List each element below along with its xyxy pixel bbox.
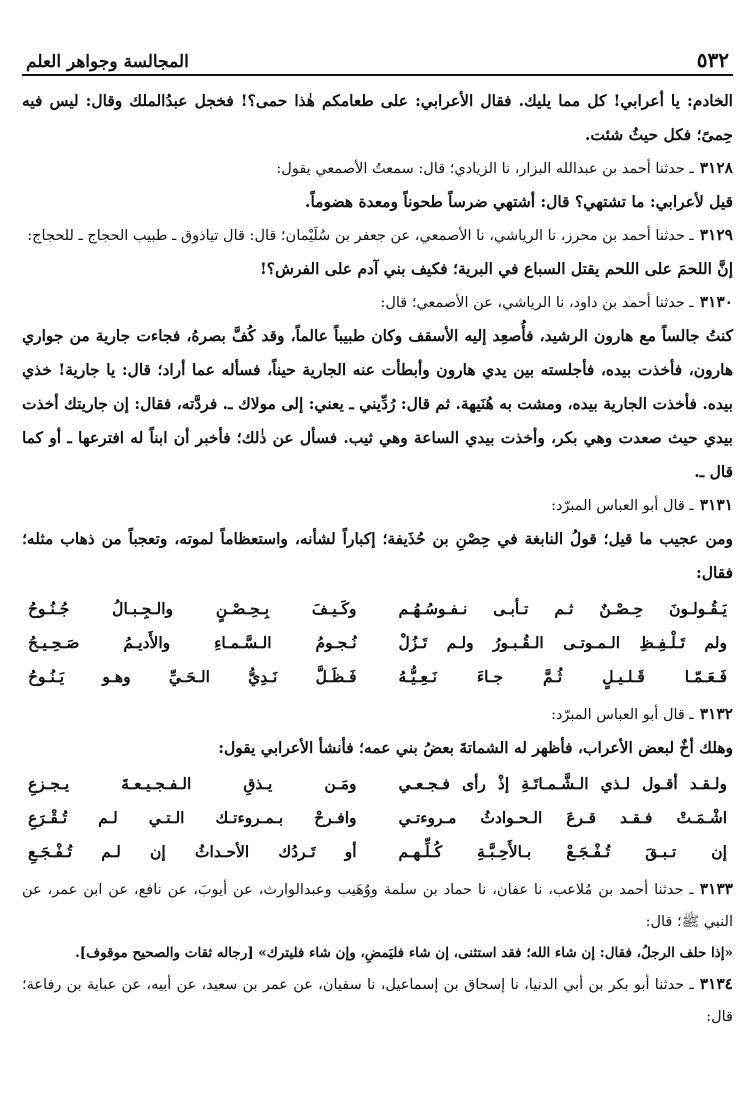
hadith-text (22, 938, 733, 968)
page-body (22, 76, 733, 1033)
report-text (22, 522, 733, 590)
report-text (22, 185, 733, 219)
verse-first-hemistich: إن تـبـقَ تُـفْـجَـعْ بـالأَحِـبَّـةِ كُـلِّـهـم (398, 842, 727, 861)
paragraph-text: ـ حدثنا أبو بكر بن أبي الدنيا، نا إسحاق بن إسماعيل، نا سفيان، عن عمر بن سعيد، عن أبيه، عن عباية بن رفاعة؛ قال: (22, 977, 733, 1025)
paragraph-text: ـ حدثنا أحمد بن محرز، نا الرياشي، نا الأصمعي، عن جعفر بن سُلَيْمان؛ قال: قال تياذوق ـ طبيب الحجاج ـ للحجاج: (27, 228, 694, 244)
report-text (22, 84, 733, 152)
verse-line (22, 835, 733, 869)
hadith-number: ٣١٣٣ (699, 879, 733, 898)
verse-second-hemistich: وكَـيـفَ بِـحِـصْـنٍ والـجِـبـالُ جُـنُـوحُ (28, 599, 357, 618)
paragraph-text: ـ حدثنا أحمد بن عبدالله البزار، نا الزيادي؛ قال: سمعتُ الأصمعي يقول: (276, 161, 694, 177)
verse-first-hemistich: اشْـمَـتْ فـقـد قـرعَ الـحـوادثُ مـروءتـي (398, 808, 727, 827)
verse-first-hemistich: ولـقـد أقـول لـذي الـشَّـمـاتَـةِ إذْ رأى فـجـعـي (398, 774, 727, 793)
hadith-number: ٣١٢٩ (699, 225, 733, 244)
verse-line (22, 801, 733, 835)
hadith-number: ٣١٣٤ (699, 974, 733, 993)
isnad-paragraph (22, 219, 733, 252)
paragraph-text: إنَّ اللحمَ على اللحم يقتل السباع في البرية؛ فكيف بني آدم على الفرش؟! (260, 259, 733, 278)
verse-line (22, 626, 733, 660)
verse-second-hemistich: فَـظَـلَّ نَـدِيُّ الـحَـيِّ وهـو يَـنُـوحُ (28, 667, 357, 686)
verse-line (22, 767, 733, 801)
isnad-paragraph (22, 286, 733, 319)
isnad-paragraph (22, 873, 733, 938)
poem-verses (22, 767, 733, 869)
verse-second-hemistich: ومَـن يـذقِ الـفـجـيـعـةَ يـجـزعِ (28, 774, 357, 793)
page-header (22, 38, 733, 76)
paragraph-text: قيل لأعرابي: ما تشتهي؟ قال: أشتهي ضرساً طحوناً ومعدة هضوماً. (305, 192, 733, 211)
paragraph-text: ـ حدثنا أحمد بن مُلاعب، نا عفان، نا حماد بن سلمة ووُهَيب وعبدالوارث، عن أيوبَ، عن نافع، عن ابن عمر، عن النبي ﷺ؛ قال: (22, 882, 733, 930)
paragraph-text: ومن عجيب ما قيل؛ قولُ النابغة في حِصْنِ بن حُذَيفة؛ إكباراً لشأنه، واستعظاماً لموته، وتعجباً من ذهاب مثله؛ فقال: (22, 529, 733, 582)
page-number: ٥٣٢ (696, 48, 729, 72)
verse-first-hemistich: يَـقُـولـونَ حِـصْـنٌ ثـم تـأبـى نـفـوسُـهُـم (398, 599, 727, 618)
paragraph-text: الخادم: يا أعرابي! كل مما يليك. فقال الأعرابي: على طعامكم هٰذا حمى؟! فخجل عبدُالملك وقال: ليس فيه حِمىً؛ فكل حيثُ شئت. (22, 91, 733, 144)
hadith-number: ٣١٢٨ (699, 158, 733, 177)
paragraph-text: «إذا حلف الرجلُ، فقال: إن شاء الله؛ فقد استثنى، إن شاء فليَمضِ، وإن شاء فليترك» [رجاله ثقات والصحيح موقوف]. (75, 945, 733, 961)
paragraph-text: ـ قال أبو العباس المبرّد: (551, 707, 694, 723)
verse-line (22, 592, 733, 626)
isnad-paragraph (22, 968, 733, 1033)
paragraph-text: ـ قال أبو العباس المبرّد: (551, 498, 694, 514)
report-text (22, 731, 733, 765)
isnad-paragraph (22, 489, 733, 522)
hadith-number: ٣١٣٠ (699, 292, 733, 311)
isnad-paragraph (22, 152, 733, 185)
paragraph-text: كنتُ جالساً مع هارون الرشيد، فأُصعِد إليه الأسقف وكان طبيباً عالماً، وقد كُفَّ بصرهُ، فجاءت جارية من جواري هارون، فأخذت بيده، فأجلسته بين يدي هارون وأبطأت عنه الجارية حيناً، فسأله عما أراد؛ قال: يا جارية! خذي بيده. فأخذت الجارية بيده، ومشت به هُنَيهة. ثم قال: رُدِّيني ـ يعني: إلى مولاك ـ. فردَّته، فقال: إن جاريتك أخذت بيدي حيث صعدت وهي بكر، وأخذت بيدي الساعة وهي ثيب. فسأل عن ذٰلك؛ فأخبر أن ابناً له افترعها ـ أو كما قال ـ. (22, 326, 733, 481)
paragraph-text: ـ حدثنا أحمد بن داود، نا الرياشي، عن الأصمعي؛ قال: (380, 295, 694, 311)
verse-second-hemistich: أو تَـردُك الأحـداثُ إن لـم تُـفْـجَـعِ (28, 842, 357, 861)
paragraph-text: وهلك أخٌ لبعض الأعراب، فأظهر له الشماتةَ بعضُ بني عمه؛ فأنشأ الأعرابي يقول: (218, 738, 733, 757)
verse-line (22, 660, 733, 694)
verse-second-hemistich: وافـرحْ بـمـروءتـك الـتـي لـم تُـقْـرَعِ (28, 808, 357, 827)
book-title: المجالسة وجواهر العلم (26, 52, 189, 72)
isnad-paragraph (22, 698, 733, 731)
hadith-number: ٣١٣٢ (699, 704, 733, 723)
report-text (22, 319, 733, 489)
hadith-number: ٣١٣١ (699, 495, 733, 514)
verse-second-hemistich: نُـجـومُ الـسَّـمـاءِ والأَديـمُ صَـحِـيـحُ (28, 633, 357, 652)
book-page (22, 38, 733, 1098)
verse-first-hemistich: فَـعَـمّـا قَـلـيـلٍ ثُـمَّ جـاءَ نَـعِـيُّـهُ (398, 667, 727, 686)
poem-verses (22, 592, 733, 694)
verse-first-hemistich: ولم تَـلْـفِـظِ الـمـوتـى الـقُـبـورُ ولـم تَـزُلْ (398, 633, 727, 652)
report-text (22, 252, 733, 286)
